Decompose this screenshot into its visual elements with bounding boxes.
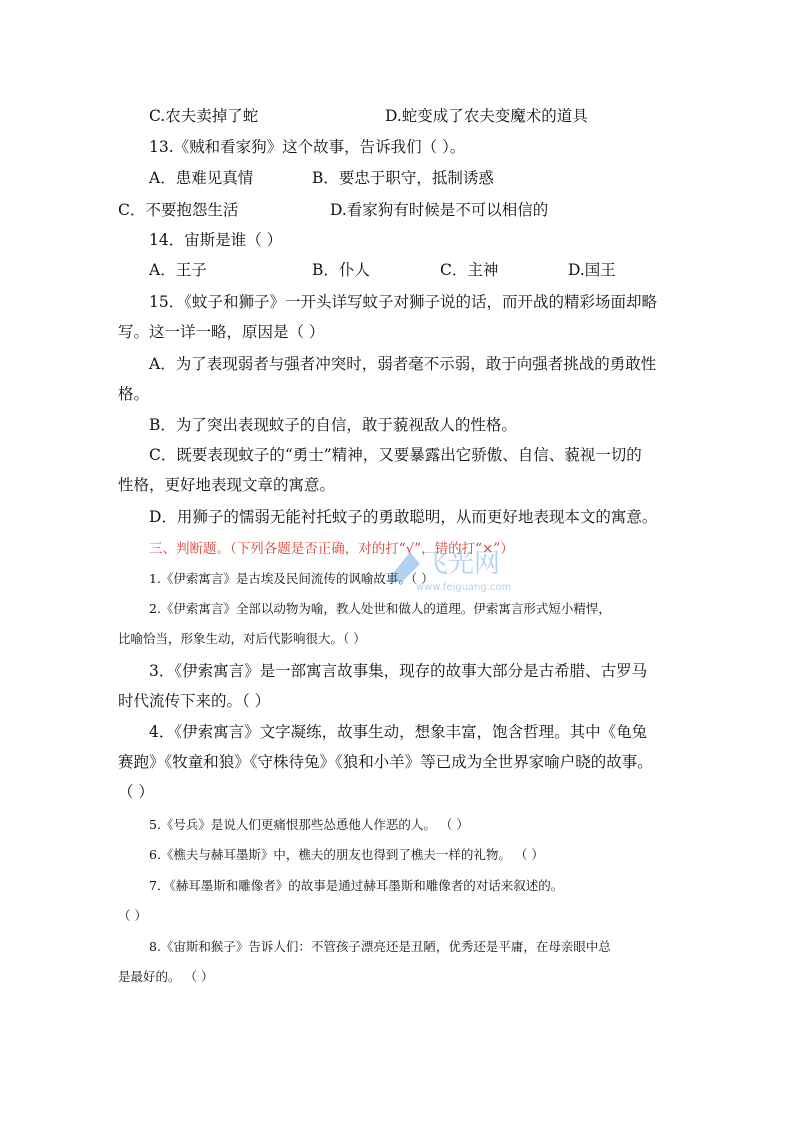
q15-option-a-line2: 格。 xyxy=(118,385,150,403)
tf-item-4-line2: 赛跑》《牧童和狼》《守株待兔》《狼和小羊》等已成为全世界家喻户晓的故事。 xyxy=(118,753,653,771)
tf-item-3-line2: 时代流传下来的。（ ） xyxy=(118,692,271,710)
tf-item-8-line2: 是最好的。 （ ） xyxy=(118,969,214,984)
q15-option-b: B．为了突出表现蚊子的自信，敢于藐视敌人的性格。 xyxy=(149,416,517,434)
q14-option-a: A．王子 xyxy=(149,261,207,279)
q12-option-c: C.农夫卖掉了蛇 xyxy=(149,107,259,125)
q13-option-a: A．患难见真情 xyxy=(149,169,254,187)
q13-option-c: C．不要抱怨生活 xyxy=(118,201,239,219)
q13-option-b: B．要忠于职守，抵制诱惑 xyxy=(312,169,494,187)
q14-option-d: D.国王 xyxy=(568,261,616,279)
tf-item-4-line1: 4．《伊索寓言》文字凝练，故事生动，想象丰富，饱含哲理。其中《龟兔 xyxy=(149,723,648,741)
q13-stem: 13.《贼和看家狗》这个故事，告诉我们（ ）。 xyxy=(149,138,466,156)
tf-item-2-line1: 2.《伊索寓言》全部以动物为喻，教人处世和做人的道理。伊索寓言形式短小精悍， xyxy=(149,601,611,616)
q15-stem-line2: 写。这一详一略，原因是（ ） xyxy=(118,323,325,341)
q12-option-d: D.蛇变成了农夫变魔术的道具 xyxy=(385,107,588,125)
q15-stem-line1: 15．《蚊子和狮子》一开头详写蚊子对狮子说的话，而开战的精彩场面却略 xyxy=(149,293,657,311)
watermark-url: www.feiguang.com xyxy=(416,582,512,593)
q14-option-b: B．仆人 xyxy=(312,261,370,279)
tf-item-1: 1.《伊索寓言》是古埃及民间流传的讽喻故事。（ ） xyxy=(149,571,434,586)
tf-item-7-line2: （ ） xyxy=(118,908,147,923)
tf-item-4-line3: （ ） xyxy=(118,783,154,801)
q14-option-c: C．主神 xyxy=(440,261,499,279)
tf-item-5: 5.《号兵》是说人们更痛恨那些怂恿他人作恶的人。 （ ） xyxy=(149,817,469,832)
tf-item-7-line1: 7．《赫耳墨斯和雕像者》的故事是通过赫耳墨斯和雕像者的对话来叙述的。 xyxy=(149,878,564,893)
q13-option-d: D.看家狗有时候是不可以相信的 xyxy=(330,201,549,219)
q15-option-c-line2: 性格，更好地表现文章的寓意。 xyxy=(118,476,336,494)
tf-item-2-line2: 比喻恰当，形象生动，对后代影响很大。（ ） xyxy=(118,631,366,646)
q14-stem: 14．宙斯是谁（ ） xyxy=(149,231,283,249)
watermark-text: 飞光网 xyxy=(422,549,501,579)
section-3-heading: 三、判断题。（下列各题是否正确，对的打“√”，错的打“×”） xyxy=(149,541,514,557)
q15-option-d: D．用狮子的懦弱无能衬托蚊子的勇敢聪明，从而更好地表现本文的寓意。 xyxy=(149,508,658,526)
q15-option-a-line1: A．为了表现弱者与强者冲突时，弱者毫不示弱，敢于向强者挑战的勇敢性 xyxy=(149,355,657,373)
q15-option-c-line1: C．既要表现蚊子的“勇士”精神，又要暴露出它骄傲、自信、藐视一切的 xyxy=(149,446,642,464)
tf-item-8-line1: 8.《宙斯和猴子》告诉人们：不管孩子漂亮还是丑陋，优秀还是平庸，在母亲眼中总 xyxy=(149,939,611,954)
tf-item-3-line1: 3．《伊索寓言》是一部寓言故事集，现存的故事大部分是古希腊、古罗马 xyxy=(149,662,648,680)
tf-item-6: 6.《樵夫与赫耳墨斯》中，樵夫的朋友也得到了樵夫一样的礼物。 （ ） xyxy=(149,847,544,862)
